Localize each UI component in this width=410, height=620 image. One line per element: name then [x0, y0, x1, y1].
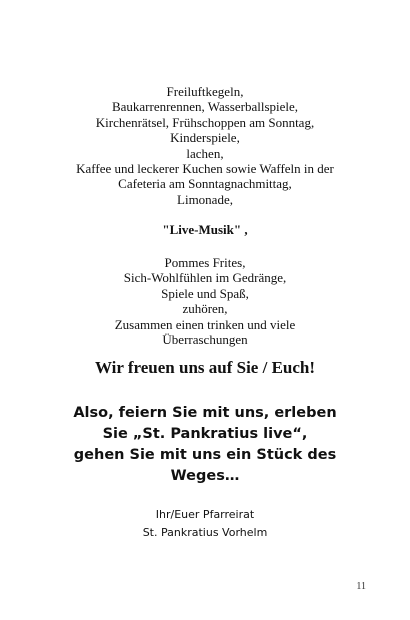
page-number: 11: [356, 581, 366, 592]
invitation-line: Also, feiern Sie mit uns, erleben: [73, 405, 337, 421]
activity-line: zuhören,: [182, 301, 228, 317]
activity-line: Kaffee und leckerer Kuchen sowie Waffeln in der: [76, 161, 334, 177]
signature: [0, 506, 410, 542]
activity-line: Freiluftkegeln,: [166, 84, 244, 99]
activity-line: Cafeteria am Sonntagnachmittag,: [118, 176, 292, 192]
activity-line: lachen,: [186, 145, 224, 161]
activity-line: Baukarrenrennen, Wasserballspiele,: [111, 99, 299, 115]
activity-line: Spiele und Spaß,: [161, 285, 249, 301]
activity-line: Zusammen einen trinken und viele: [114, 316, 296, 332]
headline: Wir freuen uns auf Sie / Euch!: [94, 358, 316, 377]
activity-line: Kinderspiele,: [170, 130, 240, 146]
signature-line: St. Pankratius Vorhelm: [142, 526, 268, 539]
activity-line: Limonade,: [177, 191, 233, 207]
live-music-text: "Live-Musik" ,: [162, 222, 248, 237]
activity-line: Sich-Wohlfühlen im Gedränge,: [123, 270, 287, 286]
invitation-text: [0, 403, 410, 487]
activity-list: [0, 84, 410, 207]
invitation-line: Sie „St. Pankratius live“,: [102, 426, 308, 442]
invitation-line: Weges…: [170, 468, 240, 484]
activity-list-2: [0, 255, 410, 347]
activity-line: Kirchenrätsel, Frühschoppen am Sonntag,: [95, 114, 315, 130]
invitation-line: gehen Sie mit uns ein Stück des: [73, 447, 337, 463]
signature-line: Ihr/Euer Pfarreirat: [155, 508, 255, 521]
activity-line: Pommes Frites,: [164, 255, 246, 270]
activity-line: Überraschungen: [162, 332, 248, 348]
